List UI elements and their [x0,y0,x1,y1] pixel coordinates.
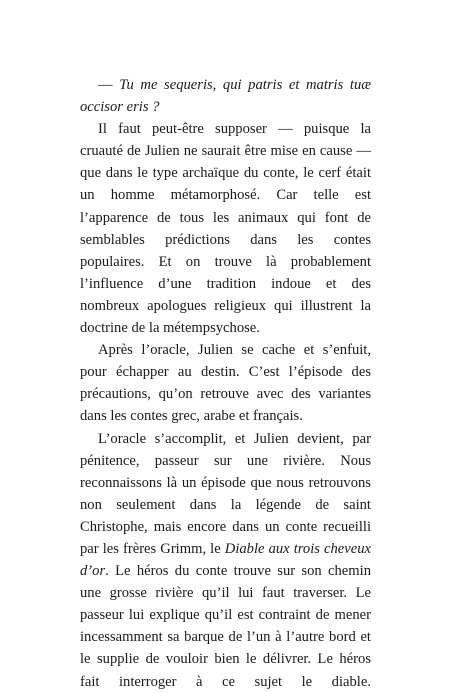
paragraph-precautions [80,339,371,427]
paragraph-ferryman [80,428,371,693]
paragraph-text: . Le héros du conte trouve sur son chemin une grosse rivière qu’il lui faut traverser. Le passeur lui explique qu’il est contraint de mener incessamment sa barque de l’un à l’autre bord et le supplie de vouloir bien le délivrer. Le héros fait interroger à ce sujet le diable. [80,563,371,690]
quote-dash: — [98,77,120,93]
latin-quote: Tu me sequeris, qui patris et matris tuæ occisor eris ? [80,77,371,116]
page-body [80,74,371,693]
paragraph-text: Il faut peut-être supposer — puisque la cruauté de Julien ne saurait être mise en cause — que dans le type archaïque du conte, le cerf était un homme métamorphosé. Car telle est l’apparence de tous les animaux qui font de semblables prédictions dans les contes populaires. Et on trouve là probablement l’influence d’une tradition indoue et des nombreux apologues religieux qui illustrent la doctrine de la métempsychose. [80,121,371,337]
paragraph-text: Après l’oracle, Julien se cache et s’enfuit, pour échapper au destin. C’est l’épisode des précautions, qu’on retrouve avec des variantes dans les contes grec, arabe et français. [80,342,371,425]
paragraph-metamorphosis [80,118,371,339]
tale-title: Diable aux trois cheveux d’or [80,540,371,580]
paragraph-text: L’oracle s’accomplit, et Julien devient, par pénitence, passeur sur une rivière. Nous reconnaissons là un épisode que nous retrouvons non seulement dans la légende de saint Christophe, mais encore dans un conte recueilli par les frères Grimm, le [80,430,371,557]
paragraph-oracle-quote [80,74,371,118]
